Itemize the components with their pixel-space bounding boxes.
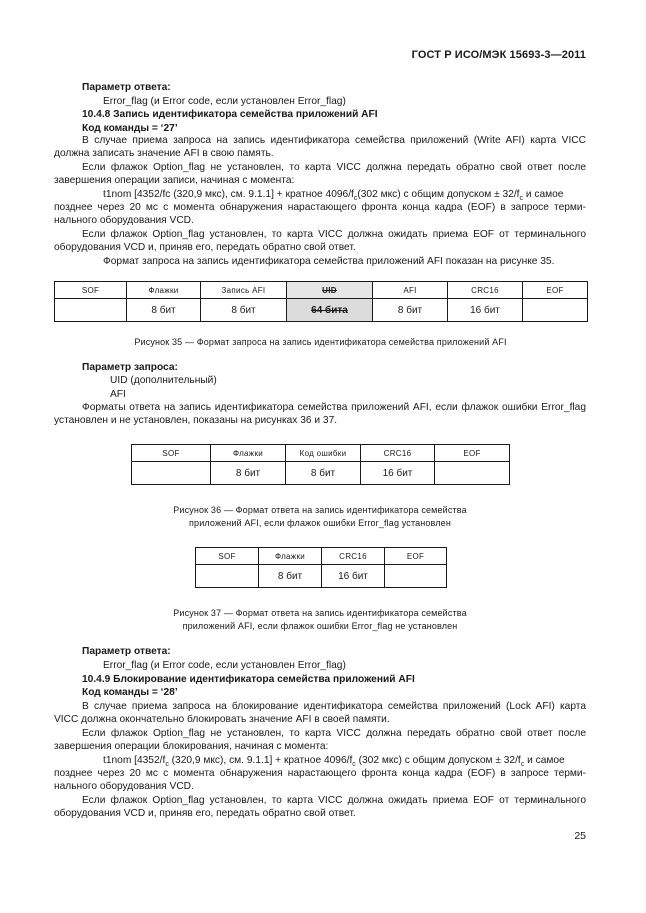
value-cell: 8 бит (127, 299, 201, 322)
figure-37-caption (131, 607, 509, 633)
paragraph: В случае приема запроса на блокирование идентификатора семейства приложений (Lock AFI) карта (82, 701, 586, 712)
header-cell: SOF (55, 282, 127, 299)
section-10-4-9-title: 10.4.9 Блокирование идентификатора семейства приложений AFI (82, 674, 415, 685)
request-parameter-item: UID (дополнительный) (110, 375, 217, 386)
paragraph: Формат запроса на запись идентификатора семейства приложений AFI показан на рисунке 35. (103, 256, 555, 267)
header-cell: Код ошибки (286, 445, 361, 462)
value-cell (385, 565, 447, 588)
value-cell (132, 462, 211, 485)
header-cell: Флажки (259, 548, 322, 565)
value-cell: 8 бит (373, 299, 448, 322)
section-10-4-8-title: 10.4.8 Запись идентификатора семейства приложений AFI (82, 109, 378, 120)
header-cell: AFI (373, 282, 448, 299)
section-10-4-8-code: Код команды = ‘27’ (82, 123, 178, 134)
table-row (196, 565, 447, 588)
caption-line: приложений AFI, если флажок ошибки Error_flag установлен (189, 518, 451, 528)
value-cell: 8 бит (201, 299, 287, 322)
header-cell: Запись AFI (201, 282, 287, 299)
paragraph: завершения операции записи, начиная с момента: (54, 175, 295, 186)
document-header: ГОСТ Р ИСО/МЭК 15693-3—2011 (411, 49, 586, 61)
paragraph: оборудования VCD и, приняв его, передать обратно свой ответ. (54, 242, 356, 253)
paragraph: В случае приема запроса на запись идентификатора семейства приложений (Write AFI) карта VICC (82, 135, 586, 146)
caption-line: Рисунок 37 — Формат ответа на запись идентификатора семейства (173, 608, 467, 618)
figure-35-caption: Рисунок 35 — Формат запроса на запись идентификатора семейства приложений AFI (134, 337, 507, 347)
value-cell (196, 565, 259, 588)
paragraph: нального оборудования VCD. (54, 215, 194, 226)
paragraph: должна записать значение AFI в свою память. (54, 148, 274, 159)
figure-37-table (195, 547, 447, 588)
paragraph: оборудования VCD и, приняв его, передать обратно свой ответ. (54, 808, 356, 819)
value-cell: 16 бит (322, 565, 385, 588)
value-cell: 8 бит (259, 565, 322, 588)
value-cell: 8 бит (286, 462, 361, 485)
caption-line: Рисунок 36 — Формат ответа на запись идентификатора семейства (173, 505, 467, 515)
value-cell (523, 299, 588, 322)
paragraph: завершения операции блокирования, начиная с момента: (54, 741, 329, 752)
header-cell: SOF (132, 445, 211, 462)
header-cell: CRC16 (448, 282, 523, 299)
response-parameter-line: Error_flag (и Error code, если установлен Error_flag) (103, 96, 346, 107)
figure-36-caption (131, 504, 509, 530)
formula-line: t1nom [4352/fc (320,9 мкс), см. 9.1.1] + кратное $4096/f_c(302$ мкс) с общим допуском ± $32/f_c$ и самое (103, 189, 564, 203)
value-cell: 16 бит (361, 462, 435, 485)
page-number: 25 (574, 830, 586, 842)
table-header-row (132, 445, 510, 462)
table-header-row (196, 548, 447, 565)
header-cell: EOF (523, 282, 588, 299)
paragraph: нального оборудования VCD. (54, 781, 194, 792)
header-cell: SOF (196, 548, 259, 565)
table-row (55, 299, 588, 322)
value-cell: 16 бит (448, 299, 523, 322)
paragraph: установлен и не установлен, показаны на рисунках 36 и 37. (54, 415, 338, 426)
paragraph: позднее через 20 мс с момента обнаружения нарастающего фронта конца кадра (EOF) в запросе терми- (54, 202, 586, 213)
paragraph: Форматы ответа на запись идентификатора семейства приложений AFI, если флажок ошибки Error_flag (82, 402, 586, 413)
paragraph: Если флажок Option_flag установлен, то карта VICC должна ожидать приема EOF от терминального (82, 795, 586, 806)
header-cell: EOF (385, 548, 447, 565)
section-10-4-9-code: Код команды = ‘28’ (82, 687, 178, 698)
request-parameter-item: AFI (110, 389, 126, 400)
response-parameter-line: Error_flag (и Error code, если установлен Error_flag) (103, 660, 346, 671)
header-cell: Флажки (127, 282, 201, 299)
header-cell: EOF (435, 445, 510, 462)
formula-line: t1nom [$4352/f_c$ (320,9 мкс), см. 9.1.1] + кратное $4096/f_c$ (302 мкс) с общим допуском ± $32/f_c$ и самое (103, 755, 565, 769)
paragraph: Если флажок Option_flag не установлен, то карта VICC должна передать обратно свой ответ после (82, 728, 586, 739)
response-parameter-label: Параметр ответа: (82, 82, 171, 93)
figure-36-table (131, 444, 510, 485)
table-row (132, 462, 510, 485)
caption-line: приложений AFI, если флажок ошибки Error_flag не установлен (182, 621, 458, 631)
table-header-row (55, 282, 588, 299)
value-cell (55, 299, 127, 322)
figure-35-table (54, 281, 588, 322)
paragraph: VICC должна окончательно блокировать значение AFI в своей памяти. (54, 714, 390, 725)
response-parameter-label: Параметр ответа: (82, 646, 171, 657)
paragraph: Если флажок Option_flag не установлен, то карта VICC должна передать обратно свой ответ после (82, 162, 586, 173)
value-cell: 64 бита (287, 299, 373, 322)
header-cell: CRC16 (322, 548, 385, 565)
value-cell (435, 462, 510, 485)
value-cell: 8 бит (211, 462, 286, 485)
paragraph: позднее через 20 мс с момента обнаружения нарастающего фронта конца кадра (EOF) в запросе терми- (54, 768, 586, 779)
header-cell: CRC16 (361, 445, 435, 462)
header-cell: UID (287, 282, 373, 299)
paragraph: Если флажок Option_flag установлен, то карта VICC должна ожидать приема EOF от терминального (82, 229, 586, 240)
request-parameter-label: Параметр запроса: (82, 362, 178, 373)
header-cell: Флажки (211, 445, 286, 462)
